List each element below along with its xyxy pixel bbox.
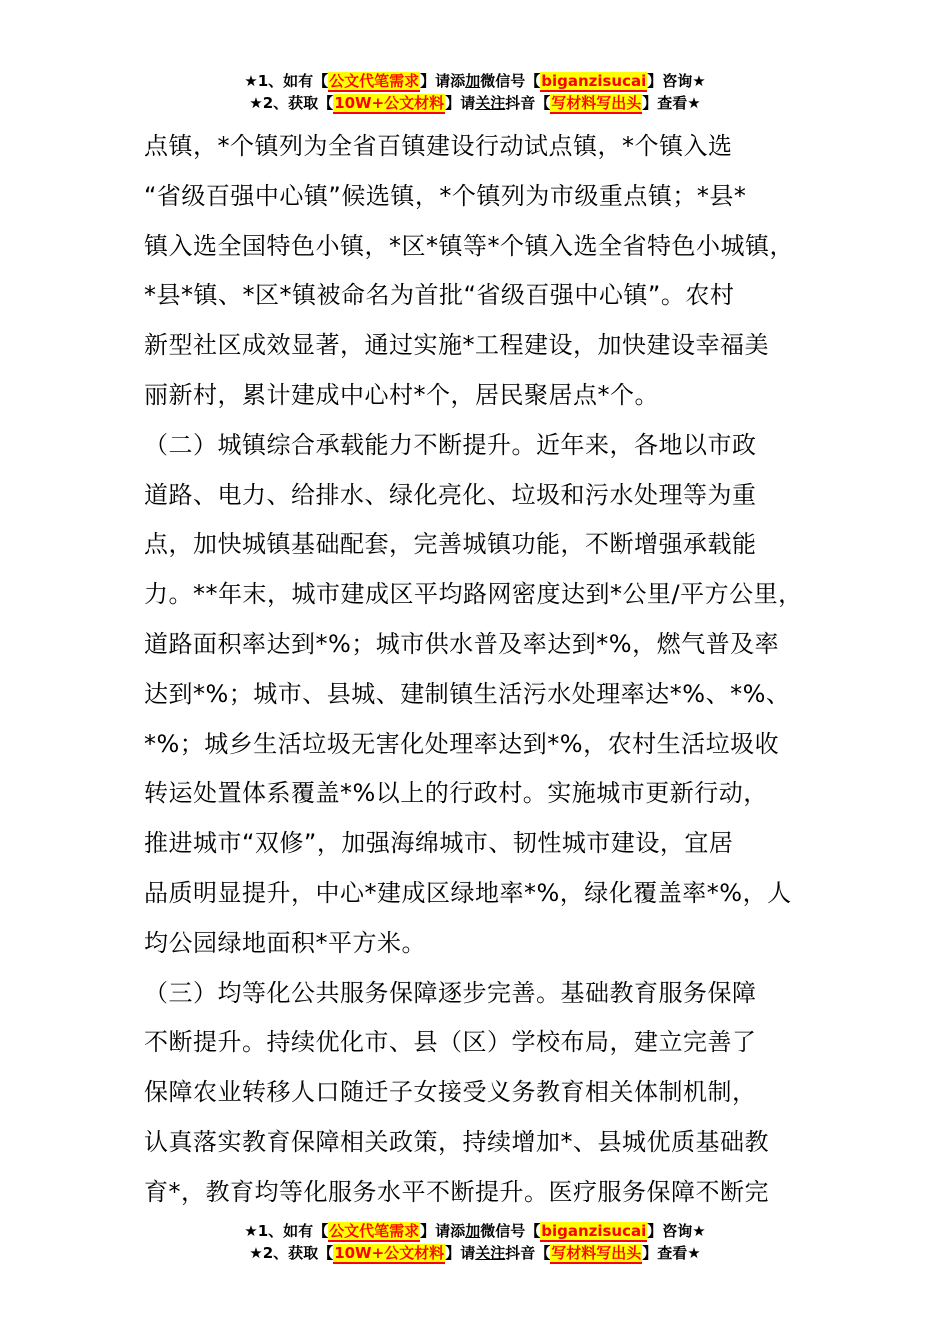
banner-line-1 — [0, 1220, 950, 1242]
text-line: 育*，教育均等化服务水平不断提升。医疗服务保障不断完 — [144, 1177, 769, 1206]
highlight-douyin: 写材料写出头 — [551, 94, 642, 112]
banner-text: 关注 — [475, 1244, 506, 1262]
text-line: 不断提升。持续优化市、县（区）学校布局，建立完善了 — [144, 1028, 757, 1057]
banner-line-2 — [0, 92, 950, 114]
banner-text: 抖音【 — [505, 94, 551, 112]
banner-text: 加 — [465, 72, 481, 90]
highlight-materials: 10W+公文材料 — [334, 1244, 445, 1262]
banner-text: ★2、获取【 — [249, 1244, 334, 1262]
text-line: 丽新村，累计建成中心村*个，居民聚居点*个。 — [144, 380, 659, 409]
text-line: 镇入选全国特色小镇，*区*镇等*个镇入选全省特色小城镇， — [144, 231, 794, 260]
highlight-wechat-id: biganzisucai — [541, 1222, 647, 1240]
highlight-service: 公文代笔需求 — [329, 72, 420, 90]
text-line: 品质明显提升，中心*建成区绿地率*%，绿化覆盖率*%，人 — [144, 878, 792, 907]
text-line: “省级百强中心镇”候选镇，*个镇列为市级重点镇；*县* — [144, 181, 747, 210]
text-line: 认真落实教育保障相关政策，持续增加*、县城优质基础教 — [144, 1127, 769, 1156]
text-line: 道路、电力、给排水、绿化亮化、垃圾和污水处理等为重 — [144, 480, 757, 509]
text-line: 达到*%；城市、县城、建制镇生活污水处理率达*%、*%、 — [144, 679, 791, 708]
section-heading-line: （二）城镇综合承载能力不断提升。近年来，各地以市政 — [144, 430, 757, 459]
banner-text: 】咨询★ — [647, 72, 706, 90]
banner-text: 】请 — [445, 94, 476, 112]
banner-line-1 — [0, 70, 950, 92]
banner-text: 】查看★ — [642, 94, 701, 112]
text-line: 点，加快城镇基础配套，完善城镇功能，不断增强承载能 — [144, 530, 757, 559]
banner-text: 】请 — [445, 1244, 476, 1262]
text-line: *县*镇、*区*镇被命名为首批“省级百强中心镇”。农村 — [144, 281, 735, 310]
banner-text: 微信号【 — [480, 1222, 541, 1240]
banner-text: 】请添 — [420, 1222, 466, 1240]
banner-text: 】请添 — [420, 72, 466, 90]
text-line: 均公园绿地面积*平方米。 — [144, 928, 426, 957]
banner-text: 加 — [465, 1222, 481, 1240]
text-line: 转运处置体系覆盖*%以上的行政村。实施城市更新行动， — [144, 779, 768, 808]
highlight-service: 公文代笔需求 — [329, 1222, 420, 1240]
banner-line-2 — [0, 1242, 950, 1264]
banner-text: ★2、获取【 — [249, 94, 334, 112]
banner-text: 】查看★ — [642, 1244, 701, 1262]
banner-text: 抖音【 — [505, 1244, 551, 1262]
banner-text: 关注 — [475, 94, 506, 112]
text-line: 新型社区成效显著，通过实施*工程建设，加快建设幸福美 — [144, 331, 769, 360]
banner-text: ★1、如有【 — [244, 1222, 329, 1240]
highlight-douyin: 写材料写出头 — [551, 1244, 642, 1262]
text-line: 保障农业转移人口随迁子女接受义务教育相关体制机制， — [144, 1078, 757, 1107]
text-line: 力。**年末，城市建成区平均路网密度达到*公里/平方公里， — [144, 580, 803, 609]
banner-text: ★1、如有【 — [244, 72, 329, 90]
document-body — [144, 122, 824, 1218]
header-banner — [0, 70, 950, 114]
footer-banner — [0, 1220, 950, 1264]
banner-text: 微信号【 — [480, 72, 541, 90]
text-line: 点镇，*个镇列为全省百镇建设行动试点镇，*个镇入选 — [144, 132, 733, 160]
banner-text: 】咨询★ — [647, 1222, 706, 1240]
text-line: 道路面积率达到*%；城市供水普及率达到*%，燃气普及率 — [144, 629, 780, 658]
highlight-wechat-id: biganzisucai — [541, 72, 647, 90]
text-line: *%；城乡生活垃圾无害化处理率达到*%，农村生活垃圾收 — [144, 729, 780, 758]
section-heading-line: （三）均等化公共服务保障逐步完善。基础教育服务保障 — [144, 978, 757, 1007]
text-line: 推进城市“双修”，加强海绵城市、韧性城市建设，宜居 — [144, 829, 734, 858]
highlight-materials: 10W+公文材料 — [334, 94, 445, 112]
